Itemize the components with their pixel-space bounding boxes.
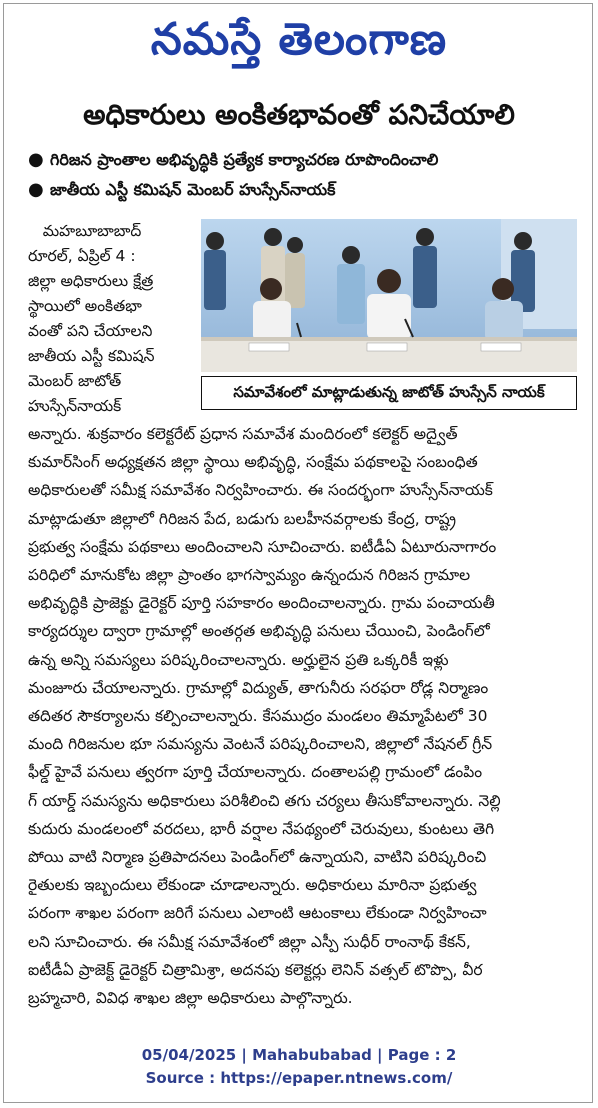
body-line: బ్రహ్మచారి, వివిధ శాఖల జిల్లా అధికారులు పాల్గొన్నారు. bbox=[28, 989, 353, 1008]
body-line: మంది గిరిజనుల భూ సమస్యను వెంటనే పరిష్కరించాలని, జిల్లాలో నేషనల్ గ్రీన్ bbox=[28, 735, 493, 754]
newspaper-masthead: నమస్తే తెలంగాణ bbox=[150, 14, 448, 65]
body-line: అన్నారు. శుక్రవారం కలెక్టరేట్ ప్రధాన సమావేశ మందిరంలో కలెక్టర్ అద్వైత్ bbox=[28, 425, 458, 443]
subheadline-item: ● గిరిజన ప్రాంతాల అభివృద్ధికి ప్రత్యేక కార్యాచరణ రూపొందించాలి bbox=[28, 145, 588, 175]
body-line: అభివృద్ధికి ప్రాజెక్టు డైరెక్టర్ పూర్తి సహకారం అందించాలన్నారు. గ్రామ పంచాయతీ bbox=[28, 594, 495, 613]
bullet-icon: ● bbox=[28, 149, 44, 170]
photo-caption: సమావేశంలో మాట్లాడుతున్న జాటోత్ హుస్సేన్ నాయక్ bbox=[201, 376, 577, 410]
article-headline: అధికారులు అంకితభావంతో పనిచేయాలి bbox=[83, 98, 515, 131]
body-line: మాట్లాడుతూ జిల్లాలో గిరిజన పేద, బడుగు బలహీనవర్గాలకు కేంద్ర, రాష్ట్ర bbox=[28, 509, 456, 528]
lead-line: జిల్లా అధికారులు క్షేత్ర bbox=[28, 272, 154, 290]
body-line: పరిధిలో మానుకోట జిల్లా ప్రాంతం భాగస్వామ్యం ఉన్నందున గిరిజన గ్రామాల bbox=[28, 566, 471, 585]
body-line: మంజూరు చేయాలన్నారు. గ్రామాల్లో విద్యుత్, తాగునీరు సరఫరా రోడ్ల నిర్మాణం bbox=[28, 678, 489, 697]
lead-line: జాతీయ ఎస్టీ కమిషన్ bbox=[28, 347, 155, 365]
lead-line: మహబూబాబాద్ bbox=[28, 222, 142, 240]
subheadline-list bbox=[28, 145, 588, 205]
lead-line: వంతో పని చేయాలని bbox=[28, 322, 153, 340]
body-line: అధికారులతో సమీక్ష సమావేశం నిర్వహించారు. ఈ సందర్భంగా హుస్సేన్‌నాయక్ bbox=[28, 481, 493, 500]
lead-line: రూరల్, ఏప్రిల్ 4 : bbox=[28, 247, 136, 265]
meeting-photo-illustration bbox=[201, 219, 577, 372]
footer-source-link[interactable]: Source : https://epaper.ntnews.com/ bbox=[145, 1069, 453, 1087]
body-line: రైతులకు ఇబ్బందులు లేకుండా చూడాలన్నారు. అధికారులు మారినా ప్రభుత్వ bbox=[28, 876, 477, 895]
body-line: ఉన్న అన్ని సమస్యలు పరిష్కరించాలన్నారు. అర్హులైన ప్రతి ఒక్కరికీ ఇళ్లు bbox=[28, 650, 449, 669]
article-body bbox=[28, 420, 582, 1012]
lead-line: స్థాయిలో అంకితభా bbox=[28, 297, 142, 315]
body-line: పోయి వాటి నిర్మాణ ప్రతిపాదనలు పెండింగ్‌లో ఉన్నాయని, వాటిని పరిష్కరించి bbox=[28, 848, 487, 867]
lead-column bbox=[28, 219, 198, 419]
subheadline-item: ● జాతీయ ఎస్టీ కమిషన్ మెంబర్ హుస్సేన్‌నాయక్ bbox=[28, 175, 588, 205]
body-line: ప్రభుత్వ సంక్షేమ పథకాలు అందించాలని సూచించారు. ఐటీడీఏ ఏటూరునాగారం bbox=[28, 537, 497, 556]
footer-date-edition: 05/04/2025 | Mahabubabad | Page : 2 bbox=[141, 1046, 457, 1064]
body-line: గ్ యార్డ్ సమస్యను అధికారులు పరిశీలించి తగు చర్యలు తీసుకోవాలన్నారు. నెల్లి bbox=[28, 791, 501, 810]
bullet-icon: ● bbox=[28, 179, 44, 200]
body-line: కుమార్‌సింగ్ అధ్యక్షతన జిల్లా స్థాయి అభివృద్ధి, సంక్షేమ పథకాలపై సంబంధిత bbox=[28, 453, 478, 472]
lead-line: మెంబర్ జాటోత్ bbox=[28, 372, 122, 390]
body-line: లని సూచించారు. ఈ సమీక్ష సమావేశంలో జిల్లా ఎస్పీ సుధీర్ రాంనాథ్ కేకన్, bbox=[28, 932, 471, 951]
body-line: ఐటీడీఏ ప్రాజెక్ట్ డైరెక్టర్ చిత్రామిశ్రా, అదనపు కలెక్టర్లు లెనిన్ వత్సల్ టొప్పొ, వీర bbox=[28, 960, 483, 979]
body-line: తదితర సౌకర్యాలను కల్పించాలన్నారు. కేసముద్రం మండలం తిమ్మాపేటలో 30 bbox=[28, 707, 488, 726]
lead-line: హుస్సేన్‌నాయక్ bbox=[28, 397, 122, 415]
body-line: పరంగా శాఖల పరంగా జరిగే పనులు ఎలాంటి ఆటంకాలు లేకుండా నిర్వహించా bbox=[28, 904, 487, 923]
body-line: కుదురు మండలంలో వరదలు, భారీ వర్షాల నేపథ్యంలో చెరువులు, కుంటలు తెగి bbox=[28, 819, 495, 838]
news-photo bbox=[201, 219, 577, 372]
body-line: ఫీల్డ్ హైవే పనులు త్వరగా పూర్తి చేయాలన్నారు. దంతాలపల్లి గ్రామంలో డంపిం bbox=[28, 763, 483, 782]
body-line: కార్యదర్శుల ద్వారా గ్రామాల్లో అంతర్గత అభివృద్ధి పనులు చేయించి, పెండింగ్‌లో bbox=[28, 622, 490, 641]
